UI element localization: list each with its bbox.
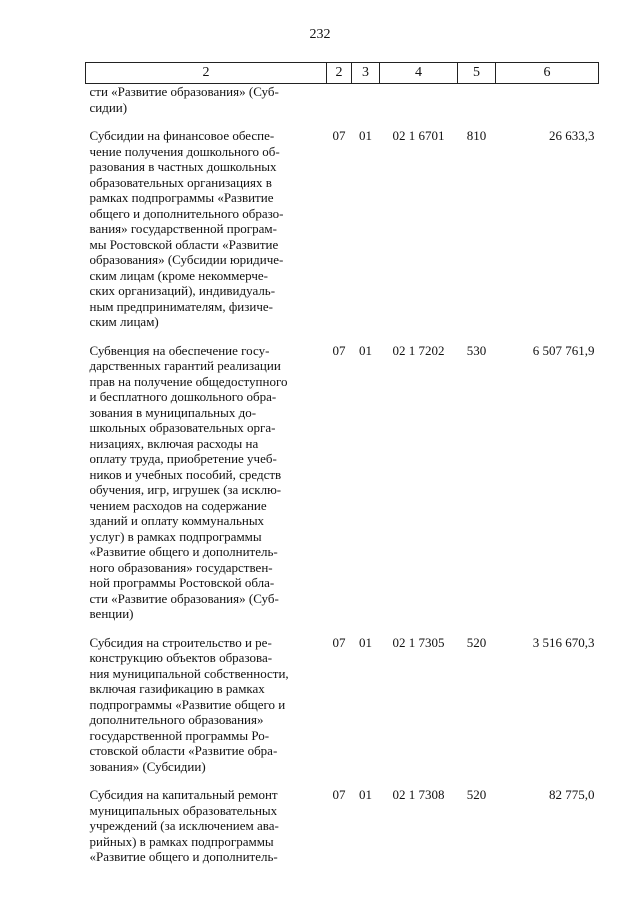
column-header-section: 2 [327,63,352,84]
table-row [86,635,599,775]
cell-expense-type: 530 [466,342,487,358]
cell-section: 07 [332,342,346,358]
column-header-name: 2 [86,63,327,84]
table-row [86,787,599,865]
cell-article: 02 1 6701 [392,128,445,143]
cell-name: Субсидия на капитальный ремонт муниципальных образовательных учреждений (за исключением ава- рийных) в рамках подпрограммы «Развитие общего и дополнитель- [89,787,279,864]
cell-expense-type: 520 [466,787,487,802]
cell-name: Субсидии на финансовое обеспе- чение получения дошкольного об- разования в частных дошкольных образовательных организациях в рамках подпрограммы «Развитие общего и дополнительного образо- вания» государственной програм- мы Ростовской области «Развитие образования» (Субсидии юридиче- ским лицам (кроме некоммерче- ских организаций), индивидуаль- ным предпринимателям, физиче- ским лицам) [89,128,284,329]
row-spacer [86,774,599,787]
row-spacer [86,330,599,343]
cell-subsection: 01 [359,634,372,650]
cell-section: 07 [332,128,346,143]
cell-subsection: 01 [359,787,372,802]
cell-amount: 6 507 761,9 [532,342,595,358]
cell-name: Субвенция на обеспечение госу- дарственных гарантий реализации прав на получение общедоступного и бесплатного дошкольного обра- зования в муниципальных до- школьных образовательных орга- низациях, включая расходы на оплату труда, приобретение учеб- ников и учебных пособий, средств обучения, игр, игрушек (за исклю- чением расходов на содержание зданий и оплату коммунальных услуг) в рамках подпрограммы «Развитие общего и дополнитель- ного образования» государствен- ной программы Ростовской обла- сти «Развитие образования» (Суб- венции) [89,342,288,621]
cell-subsection: 01 [359,342,372,358]
cell-expense-type: 810 [466,128,487,143]
page-number: 232 [309,27,331,42]
column-header-article: 4 [380,63,458,84]
row-spacer [86,115,599,128]
table-row [86,128,599,330]
column-header-amount: 6 [496,63,599,84]
cell-expense-type: 520 [466,634,487,650]
column-header-expense-type: 5 [458,63,496,84]
cell-amount: 82 775,0 [549,787,595,802]
cell-article: 02 1 7305 [392,634,445,650]
table-header-row [86,63,599,84]
cell-amount: 26 633,3 [549,128,595,143]
cell-article: 02 1 7308 [392,787,445,802]
cell-subsection: 01 [359,128,372,143]
cell-section: 07 [332,787,346,802]
cell-section: 07 [332,634,346,650]
budget-table [85,62,599,865]
cell-name: Субсидия на строительство и ре- конструкцию объектов образова- ния муниципальной собственности, включая газификацию в рамках подпрограммы «Развитие общего и дополнительного образования» государственной программы Ро- стовской области «Развитие обра- зования» (Субсидии) [89,634,289,774]
row-spacer [86,622,599,635]
column-header-subsection: 3 [352,63,380,84]
table-row [86,343,599,622]
continuation-text: сти «Развитие образования» (Суб- сидии) [89,84,279,115]
table-row-continuation [86,84,599,116]
cell-amount: 3 516 670,3 [532,634,595,650]
cell-article: 02 1 7202 [392,342,445,358]
